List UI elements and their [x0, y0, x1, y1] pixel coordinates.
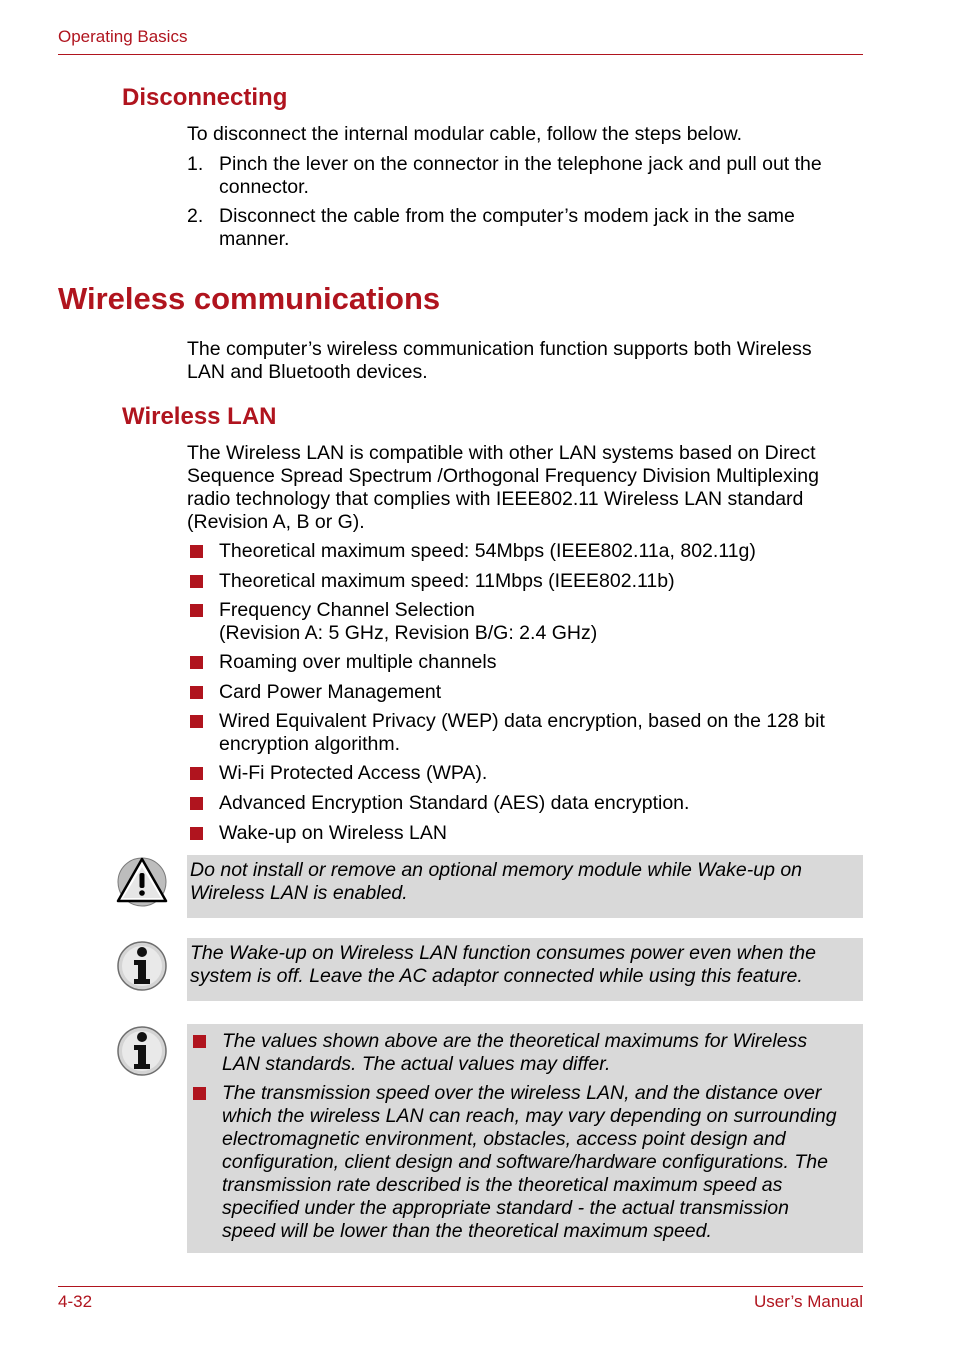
note-line: transmission rate described is the theoretical maximum speed as [222, 1174, 783, 1196]
note-text [190, 942, 857, 988]
step-line: connector. [219, 176, 309, 198]
list-item: Theoretical maximum speed: 54Mbps (IEEE802.11a, 802.11g) [219, 540, 756, 562]
caution-line: Wireless LAN is enabled. [190, 882, 408, 904]
step-text [219, 153, 863, 199]
bullet-square-icon [190, 767, 203, 780]
running-header: Operating Basics [58, 27, 188, 46]
bullet-square-icon [190, 656, 203, 669]
list-item: Wake-up on Wireless LAN [219, 822, 447, 844]
paragraph-line: The computer’s wireless communication function supports both Wireless [187, 338, 812, 360]
bullet-square-icon [190, 827, 203, 840]
note-line: The transmission speed over the wireless LAN, and the distance over [222, 1082, 822, 1104]
note-line: configuration, client design and software/hardware configurations. The [222, 1151, 828, 1173]
bullet-square-icon [190, 686, 203, 699]
list-item-line: encryption algorithm. [219, 733, 401, 755]
note-line: system is off. Leave the AC adaptor connected while using this feature. [190, 965, 803, 987]
bullet-square-icon [190, 797, 203, 810]
list-item: Advanced Encryption Standard (AES) data encryption. [219, 792, 690, 814]
bullet-square-icon [190, 575, 203, 588]
footer-rule [58, 1286, 863, 1287]
step-number: 1. [187, 153, 204, 175]
caution-box [187, 855, 863, 918]
bullet-square-icon [190, 545, 203, 558]
note-line: electromagnetic environment, obstacles, access point design and [222, 1128, 786, 1150]
note-line: speed will be lower than the theoretical maximum speed. [222, 1220, 712, 1242]
list-item: Theoretical maximum speed: 11Mbps (IEEE802.11b) [219, 570, 675, 592]
list-item: Card Power Management [219, 681, 442, 703]
manual-title: User’s Manual [754, 1292, 863, 1311]
note-bullet-text [222, 1030, 859, 1076]
list-item: Roaming over multiple channels [219, 651, 497, 673]
note-line: The values shown above are the theoretical maximums for Wireless [222, 1030, 808, 1052]
note-bullet-text [222, 1082, 859, 1243]
disconnecting-intro: To disconnect the internal modular cable, follow the steps below. [187, 123, 742, 145]
section-heading-wireless-lan: Wireless LAN [122, 403, 277, 430]
bullet-square-icon [190, 715, 203, 728]
note-box [187, 938, 863, 1001]
wireless-intro [187, 338, 863, 384]
paragraph-line: Sequence Spread Spectrum /Orthogonal Frequency Division Multiplexing [187, 465, 819, 487]
wlan-intro [187, 442, 863, 534]
note-line: LAN standards. The actual values may differ. [222, 1053, 611, 1075]
chapter-heading-wireless: Wireless communications [58, 281, 441, 316]
list-item [219, 599, 863, 645]
caution-line: Do not install or remove an optional memory module while Wake-up on [190, 859, 803, 881]
list-item: Wi-Fi Protected Access (WPA). [219, 762, 488, 784]
info-icon [116, 1025, 168, 1077]
caution-text [190, 859, 857, 905]
list-item-line: Wired Equivalent Privacy (WEP) data encryption, based on the 128 bit [219, 710, 825, 732]
note-line: The Wake-up on Wireless LAN function consumes power even when the [190, 942, 816, 964]
page-number: 4-32 [58, 1292, 93, 1311]
list-item [219, 710, 863, 756]
paragraph-line: LAN and Bluetooth devices. [187, 361, 428, 383]
note-box-bulleted [187, 1024, 863, 1253]
step-line: Pinch the lever on the connector in the telephone jack and pull out the [219, 153, 822, 175]
note-line: specified under the appropriate standard - the actual transmission [222, 1197, 789, 1219]
bullet-square-icon [190, 604, 203, 617]
info-icon [116, 940, 168, 992]
note-line: which the wireless LAN can reach, may vary depending on surrounding [222, 1105, 837, 1127]
step-line: manner. [219, 228, 290, 250]
step-line: Disconnect the cable from the computer’s modem jack in the same [219, 205, 795, 227]
list-item-line: Frequency Channel Selection [219, 599, 475, 621]
paragraph-line: The Wireless LAN is compatible with other LAN systems based on Direct [187, 442, 816, 464]
bullet-square-icon [193, 1035, 206, 1048]
paragraph-line: (Revision A, B or G). [187, 511, 365, 533]
header-rule [58, 54, 863, 55]
list-item-line: (Revision A: 5 GHz, Revision B/G: 2.4 GHz) [219, 622, 598, 644]
bullet-square-icon [193, 1087, 206, 1100]
section-heading-disconnecting: Disconnecting [122, 84, 288, 111]
paragraph-line: radio technology that complies with IEEE802.11 Wireless LAN standard [187, 488, 804, 510]
step-text [219, 205, 863, 251]
step-number: 2. [187, 205, 204, 227]
warning-triangle-icon [116, 855, 168, 907]
